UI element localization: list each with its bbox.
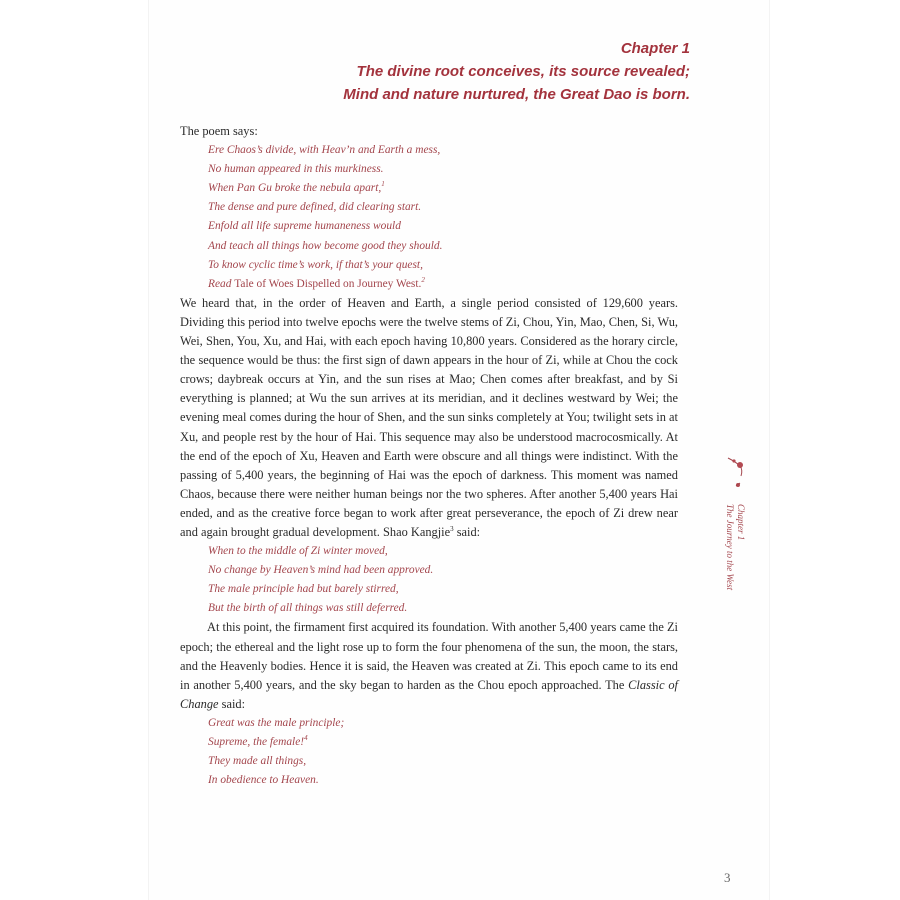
running-header — [722, 452, 744, 632]
verse-line: Great was the male principle; — [208, 716, 345, 729]
verse-line — [208, 179, 678, 198]
footnote-marker: 4 — [304, 734, 308, 743]
chapter-number: Chapter 1 — [620, 40, 690, 57]
verse-line: The male principle had but barely stirred, — [208, 583, 399, 596]
paragraph-text: At this point, the firmament first acquired its foundation. With another 5,400 years came the Zi epoch; the ethereal and the light rose up to form the four phenomena of the sun, the moon, the stars, and the Heavenly bodies. Hence it is said, the Heaven was created at Zi. This epoch came to its end in another 5,400 years, and the sky began to harden as the Chou epoch approached. The — [180, 620, 678, 692]
classic-title: Classic of Change — [180, 677, 678, 711]
verse-text: When Pan Gu broke the nebula apart, — [208, 182, 382, 195]
running-book-title: The Journey to the West — [725, 504, 735, 591]
paragraph — [180, 618, 678, 713]
verse-line: When to the middle of Zi winter moved, — [208, 545, 388, 558]
verse-line: No change by Heaven’s mind had been approved. — [208, 564, 434, 577]
main-text — [180, 122, 678, 790]
running-chapter: Chapter 1 — [736, 504, 746, 541]
paragraph — [180, 294, 678, 542]
verse-text: Supreme, the female! — [208, 736, 305, 748]
verse-line — [208, 733, 678, 752]
verse-line: But the birth of all things was still deferred. — [208, 602, 408, 615]
chapter-title-line-1: The divine root conceives, its source revealed; — [356, 63, 690, 80]
chapter-heading — [343, 38, 690, 106]
verse-line: Enfold all life supreme humaneness would — [208, 220, 401, 233]
paragraph-text: said: — [453, 524, 481, 539]
paragraph-text: We heard that, in the order of Heaven and Earth, a single period consisted of 129,600 years. Dividing this period into twelve epochs were the twelve stems of Zi, Chou, Yin, Mao, Chen, Si, Wu, Wei, Shen, You, Xu, and Hai, with each epoch having 10,800 years. Considered as the horary circle, the sequence would be thus: the first sign of dawn appears in the hour of Zi, while at Chou the cock crows; daybreak occurs at Yin, and the sun rises at Mao; Chen comes after breakfast, and by Si everything is planned; at Wu the sun arrives at its meridian, and it declines westward by Wei; the evening meal comes during the hour of Shen, and the sun sinks completely at You; twilight sets in at Xu, and people rest by the hour of Hai. This sequence may also be understood macrocosmically. At the end of the epoch of Xu, Heaven and Earth were obscure and all things were indistinct. With the passing of 5,400 years, the beginning of Hai was the epoch of darkness. This moment was named Chaos, because there were neither human beings nor the two spheres. After another 5,400 years Hai ended, and as the creative force began to work after great perseverance, the epoch of Zi drew near and again brought gradual development. Shao Kangjie — [180, 295, 678, 539]
opening-poem — [180, 141, 678, 294]
shao-kangjie-poem — [180, 542, 678, 618]
paragraph-text: said: — [218, 696, 246, 711]
verse-line — [208, 275, 678, 294]
verse-text: Read — [208, 277, 235, 290]
verse-line: No human appeared in this murkiness. — [208, 163, 384, 176]
verse-line: And teach all things how become good they should. — [208, 239, 443, 252]
verse-line: Ere Chaos’s divide, with Heav’n and Earth a mess, — [208, 144, 441, 157]
classic-of-change-quote — [180, 714, 678, 790]
footnote-marker: 1 — [381, 180, 385, 189]
footnote-marker: 3 — [450, 524, 454, 533]
running-header-text — [724, 504, 746, 590]
verse-line: In obedience to Heaven. — [208, 774, 319, 787]
book-title: Tale of Woes Dispelled on Journey West. — [234, 277, 422, 290]
page-number: 3 — [724, 870, 731, 885]
verse-line: They made all things, — [208, 755, 307, 768]
verse-line: To know cyclic time’s work, if that’s your quest, — [208, 258, 423, 271]
chapter-title-line-2: Mind and nature nurtured, the Great Dao is born. — [343, 86, 690, 103]
footnote-marker: 2 — [421, 275, 425, 284]
poem-intro: The poem says: — [180, 124, 258, 138]
plum-blossom-icon — [726, 452, 748, 492]
verse-line: The dense and pure defined, did clearing start. — [208, 201, 422, 214]
